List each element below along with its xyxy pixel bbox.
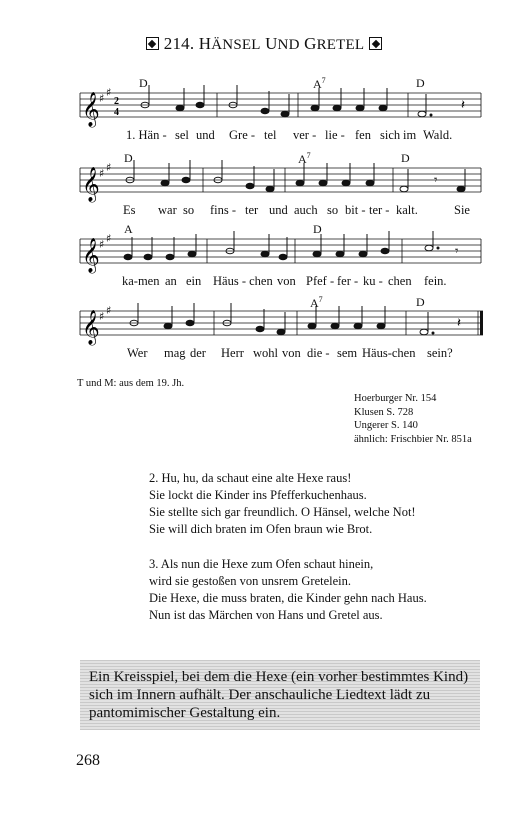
references — [354, 392, 472, 446]
svg-text:𝄽: 𝄽 — [461, 98, 465, 113]
verses — [149, 470, 427, 642]
page-number: 268 — [76, 752, 100, 769]
chord-symbol: D — [313, 222, 322, 236]
svg-text:𝄾: 𝄾 — [434, 173, 438, 188]
treble-clef-icon: 𝄞 — [82, 167, 100, 202]
svg-text:♯: ♯ — [106, 161, 112, 174]
chord-symbol: $A^7$ — [313, 76, 326, 91]
music-staff — [0, 160, 528, 210]
square-ornament-icon — [146, 37, 159, 50]
svg-text:𝄾: 𝄾 — [455, 244, 459, 259]
treble-clef-icon: 𝄞 — [82, 310, 100, 345]
song-title: 214. HÄNSEL UND GRETEL — [0, 34, 528, 54]
svg-text:♯: ♯ — [99, 167, 105, 180]
chord-symbol: D — [416, 295, 425, 309]
treble-clef-icon: 𝄞 — [82, 92, 100, 127]
svg-text:4: 4 — [114, 107, 119, 118]
chord-symbol: D — [401, 151, 410, 165]
chord-symbol: $A^7$ — [298, 151, 311, 166]
treble-clef-icon: 𝄞 — [82, 238, 100, 273]
game-note-text: Ein Kreisspiel, bei dem die Hexe (ein vorher bestimmtes Kind) sich im Innern aufhält. Der anschauliche Liedtext lädt zu pantomimischer Gestaltung ein. — [89, 669, 469, 721]
chord-symbol: D — [124, 151, 133, 165]
chord-symbol: D — [416, 76, 425, 90]
svg-text:♯: ♯ — [106, 232, 112, 245]
svg-text:♯: ♯ — [99, 310, 105, 323]
svg-text:♯: ♯ — [99, 92, 105, 105]
credit-line: T und M: aus dem 19. Jh. — [77, 378, 185, 389]
reference-item: ähnlich: Frischbier Nr. 851a — [354, 433, 472, 445]
chord-symbol: D — [139, 76, 148, 90]
svg-text:♯: ♯ — [99, 238, 105, 251]
svg-text:𝄽: 𝄽 — [457, 316, 461, 331]
stanza-2: 2. Hu, hu, da schaut eine alte Hexe raus! Sie lockt die Kinder ins Pfefferkuchenhaus. Sie stellte sich gar freundlich. O Hänsel, welche Not! Sie will dich braten im Ofen braun wie Brot. — [149, 471, 416, 536]
svg-text:♯: ♯ — [106, 304, 112, 317]
square-ornament-icon — [369, 37, 382, 50]
reference-item: Klusen S. 728 — [354, 406, 414, 418]
reference-item: Hoerburger Nr. 154 — [354, 393, 437, 404]
svg-text:2: 2 — [114, 96, 119, 107]
chord-symbol: $A^7$ — [310, 295, 323, 310]
reference-item: Ungerer S. 140 — [354, 420, 418, 431]
svg-text:♯: ♯ — [106, 86, 112, 99]
stanza-3: 3. Als nun die Hexe zum Ofen schaut hinein, wird sie gestoßen von unsrem Gretelein. Die Hexe, die muss braten, die Kinder gehn nach Haus. Nun ist das Märchen von Hans und Gretel aus. — [149, 557, 427, 622]
chord-symbol: A — [124, 222, 133, 236]
